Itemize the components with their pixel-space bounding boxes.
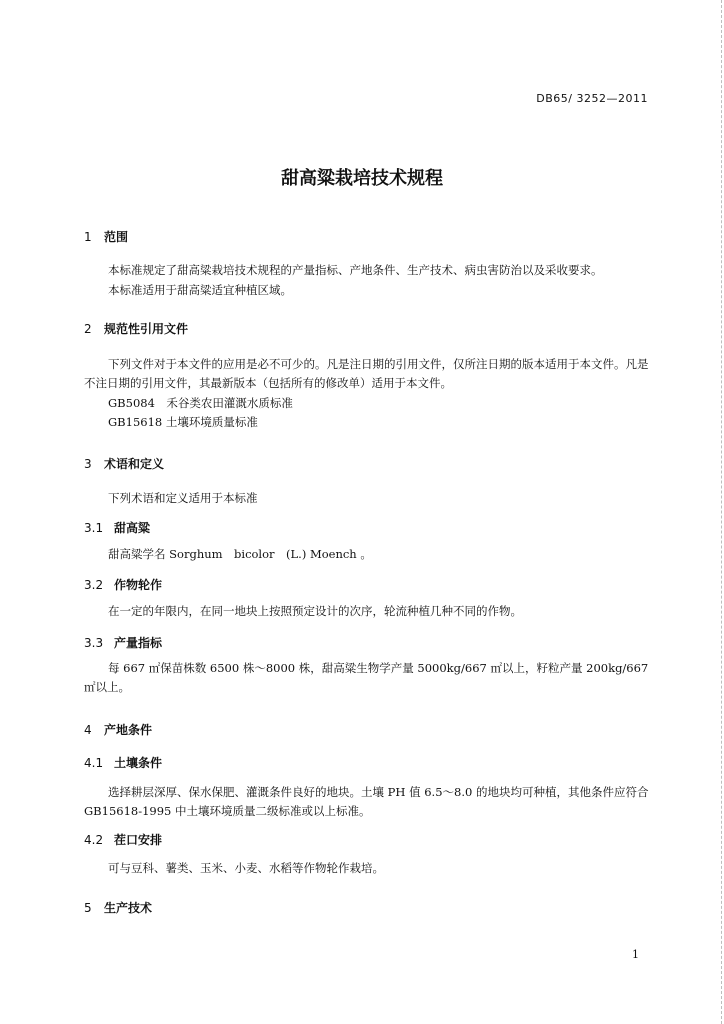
section-number: 1	[84, 230, 92, 244]
section-number: 3	[84, 457, 92, 471]
section-3-heading	[84, 455, 164, 472]
section-title: 产地条件	[104, 723, 153, 737]
section-4-1-heading	[84, 754, 162, 771]
standard-number: DB65/ 3252—2011	[536, 92, 648, 105]
section-number: 4.1	[84, 756, 104, 770]
section-2-heading	[84, 320, 188, 337]
section-3-3-paragraph: 每 667 ㎡保苗株数 6500 株～8000 株，甜高粱生物学产量 5000kg/667 ㎡以上，籽粒产量 200kg/667 ㎡以上。	[84, 661, 649, 694]
section-number: 2	[84, 322, 92, 336]
section-5-heading	[84, 899, 152, 916]
section-4-1-paragraph: 选择耕层深厚、保水保肥、灌溉条件良好的地块。土壤 PH 值 6.5～8.0 的地块均可种植，其他条件应符合 GB15618-1995 中土壤环境质量二级标准或以上标准。	[84, 785, 649, 818]
section-number: 3.3	[84, 636, 104, 650]
section-3-paragraph: 下列术语和定义适用于本标准	[108, 491, 258, 505]
section-title: 甜高粱	[114, 521, 151, 535]
section-4-heading	[84, 721, 152, 738]
section-4-2-paragraph: 可与豆科、薯类、玉米、小麦、水稻等作物轮作栽培。	[108, 861, 384, 875]
page-edge-divider	[720, 0, 722, 1024]
section-1-paragraph-2: 本标准适用于甜高粱适宜种植区域。	[108, 283, 292, 297]
page-number: 1	[632, 948, 639, 961]
section-title: 生产技术	[104, 901, 153, 915]
section-number: 3.1	[84, 521, 104, 535]
section-number: 5	[84, 901, 92, 915]
section-title: 规范性引用文件	[104, 322, 189, 336]
section-3-2-paragraph: 在一定的年限内，在同一地块上按照预定设计的次序，轮流种植几种不同的作物。	[108, 604, 522, 618]
section-4-2-heading	[84, 831, 162, 848]
section-2-paragraph: 下列文件对于本文件的应用是必不可少的。凡是注日期的引用文件，仅所注日期的版本适用于本文件。凡是不注日期的引用文件，其最新版本（包括所有的修改单）适用于本文件。	[84, 357, 649, 390]
section-title: 范围	[104, 230, 129, 244]
section-3-1-heading	[84, 519, 150, 536]
section-3-1-paragraph: 甜高粱学名 Sorghum bicolor (L.) Moench 。	[108, 547, 372, 561]
section-1-heading	[84, 228, 128, 245]
section-3-3-heading	[84, 634, 162, 651]
section-number: 3.2	[84, 578, 104, 592]
section-title: 土壤条件	[114, 756, 163, 770]
section-title: 茬口安排	[114, 833, 163, 847]
section-number: 4	[84, 723, 92, 737]
section-title: 作物轮作	[114, 578, 163, 592]
section-title: 产量指标	[114, 636, 163, 650]
normative-reference-2: GB15618 土壤环境质量标准	[108, 415, 258, 429]
section-1-paragraph-1: 本标准规定了甜高粱栽培技术规程的产量指标、产地条件、生产技术、病虫害防治以及采收要求。	[108, 263, 603, 277]
section-number: 4.2	[84, 833, 104, 847]
section-title: 术语和定义	[104, 457, 165, 471]
document-title: 甜高粱栽培技术规程	[281, 168, 443, 189]
normative-reference-1: GB5084 禾谷类农田灌溉水质标准	[108, 396, 293, 410]
section-3-2-heading	[84, 576, 162, 593]
